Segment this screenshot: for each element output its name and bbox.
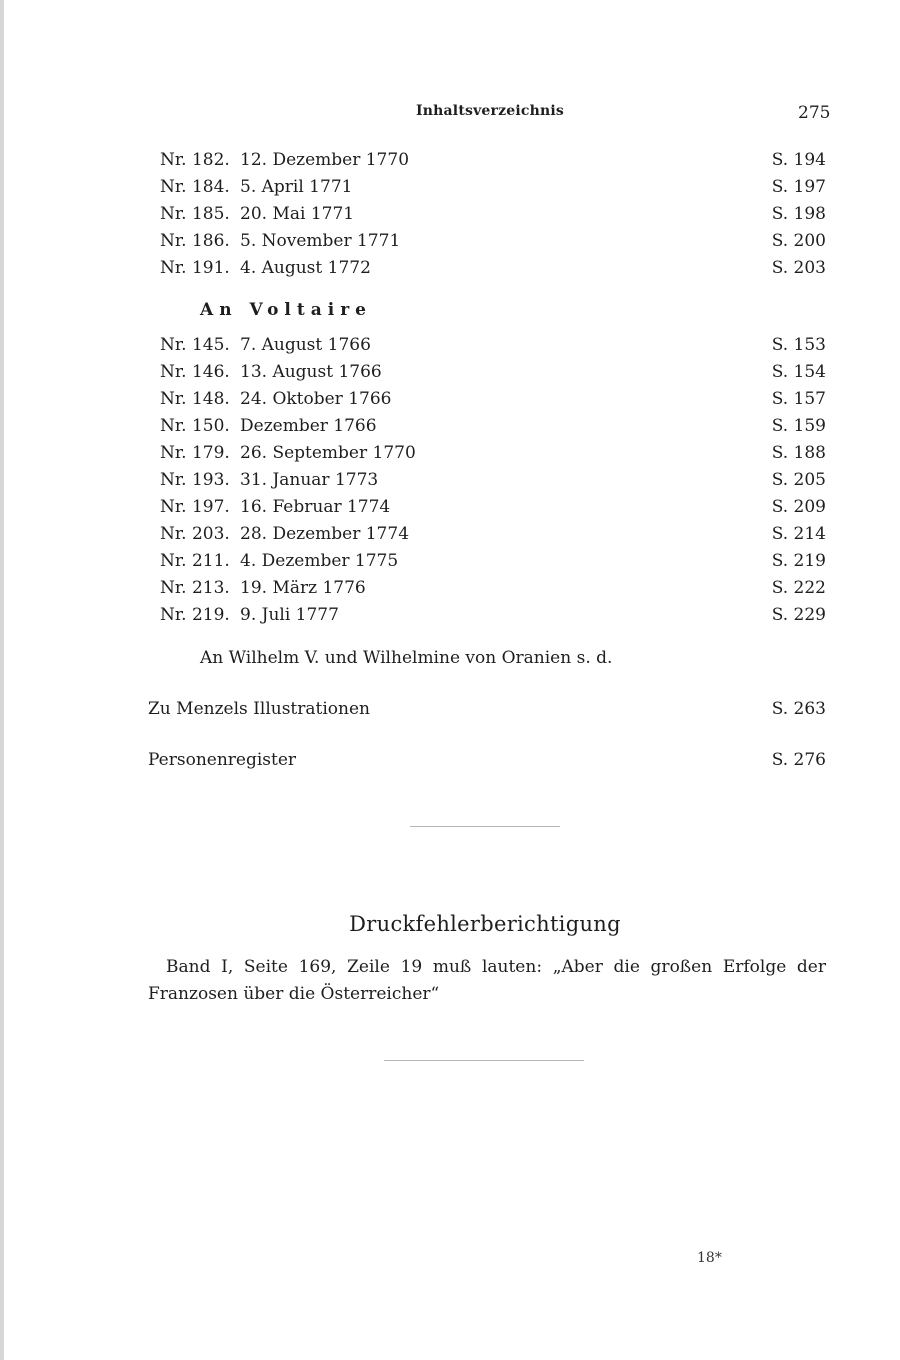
toc-row: [160, 148, 826, 172]
letter-number: Nr. 191.: [160, 258, 230, 278]
toc-row: [160, 256, 826, 280]
page-ref: S. 200: [771, 231, 826, 251]
toc-entry-menzel: [148, 697, 826, 721]
page-ref: S. 209: [771, 497, 826, 517]
page-ref: S. 194: [771, 150, 826, 170]
toc-row: [160, 441, 826, 465]
toc-row: [160, 229, 826, 253]
section-heading-voltaire: An Voltaire: [200, 300, 372, 320]
letter-number: Nr. 185.: [160, 204, 230, 224]
page-ref: S. 157: [771, 389, 826, 409]
letter-date: 4. August 1772: [240, 258, 371, 278]
letter-number: Nr. 182.: [160, 150, 230, 170]
letter-date: 19. März 1776: [240, 578, 366, 598]
toc-row: [160, 549, 826, 573]
letter-number: Nr. 146.: [160, 362, 230, 382]
toc-entry-register: [148, 748, 826, 772]
page-ref: S. 154: [771, 362, 826, 382]
page-ref: S. 159: [771, 416, 826, 436]
letter-date: 26. September 1770: [240, 443, 416, 463]
toc-row: [160, 202, 826, 226]
page-ref: S. 203: [771, 258, 826, 278]
toc-row: [160, 360, 826, 384]
letter-number: Nr. 213.: [160, 578, 230, 598]
errata-text: [148, 954, 826, 1008]
page-ref: S. 214: [771, 524, 826, 544]
toc-row: [160, 495, 826, 519]
entry-label: Personenregister: [148, 750, 297, 770]
letter-date: 7. August 1766: [240, 335, 371, 355]
errata-body: Band I, Seite 169, Zeile 19 muß lauten: „Aber die großen Erfolge der Franzosen über die Österreicher“: [148, 957, 826, 1004]
page-ref: S. 219: [771, 551, 826, 571]
toc-row: [160, 387, 826, 411]
toc-row: [160, 576, 826, 600]
page-ref: S. 205: [771, 470, 826, 490]
toc-row: [160, 175, 826, 199]
page-ref: S. 153: [771, 335, 826, 355]
letter-date: 9. Juli 1777: [240, 605, 339, 625]
letter-number: Nr. 203.: [160, 524, 230, 544]
letter-date: 5. November 1771: [240, 231, 401, 251]
toc-row: [160, 522, 826, 546]
letter-date: 24. Oktober 1766: [240, 389, 392, 409]
letter-date: 31. Januar 1773: [240, 470, 379, 490]
letter-number: Nr. 197.: [160, 497, 230, 517]
running-title: Inhaltsverzeichnis: [416, 103, 564, 119]
page-ref: S. 276: [771, 750, 826, 770]
page-ref: S. 229: [771, 605, 826, 625]
letter-date: 28. Dezember 1774: [240, 524, 410, 544]
page-ref: S. 222: [771, 578, 826, 598]
oranien-note: An Wilhelm V. und Wilhelmine von Oranien s. d.: [200, 648, 613, 668]
letter-date: Dezember 1766: [240, 416, 377, 436]
letter-number: Nr. 193.: [160, 470, 230, 490]
errata-title: Druckfehlerberichtigung: [349, 912, 621, 936]
letter-date: 13. August 1766: [240, 362, 382, 382]
letter-number: Nr. 145.: [160, 335, 230, 355]
letter-date: 5. April 1771: [240, 177, 353, 197]
letter-number: Nr. 184.: [160, 177, 230, 197]
toc-row: [160, 333, 826, 357]
letter-number: Nr. 150.: [160, 416, 230, 436]
letter-date: 16. Februar 1774: [240, 497, 391, 517]
toc-row: [160, 414, 826, 438]
divider-rule: [384, 1060, 584, 1061]
letter-number: Nr. 211.: [160, 551, 230, 571]
divider-rule: [410, 826, 560, 827]
page-edge-shadow: [0, 0, 4, 1360]
letter-number: Nr. 148.: [160, 389, 230, 409]
page-ref: S. 188: [771, 443, 826, 463]
page-number: 275: [798, 103, 831, 123]
letter-number: Nr. 179.: [160, 443, 230, 463]
toc-row: [160, 603, 826, 627]
letter-date: 4. Dezember 1775: [240, 551, 399, 571]
page-ref: S. 197: [771, 177, 826, 197]
letter-number: Nr. 186.: [160, 231, 230, 251]
entry-label: Zu Menzels Illustrationen: [148, 699, 370, 719]
letter-number: Nr. 219.: [160, 605, 230, 625]
page-ref: S. 263: [771, 699, 826, 719]
letter-date: 12. Dezember 1770: [240, 150, 410, 170]
toc-row: [160, 468, 826, 492]
letter-date: 20. Mai 1771: [240, 204, 355, 224]
sheet-signature: 18*: [697, 1250, 722, 1266]
page-ref: S. 198: [771, 204, 826, 224]
